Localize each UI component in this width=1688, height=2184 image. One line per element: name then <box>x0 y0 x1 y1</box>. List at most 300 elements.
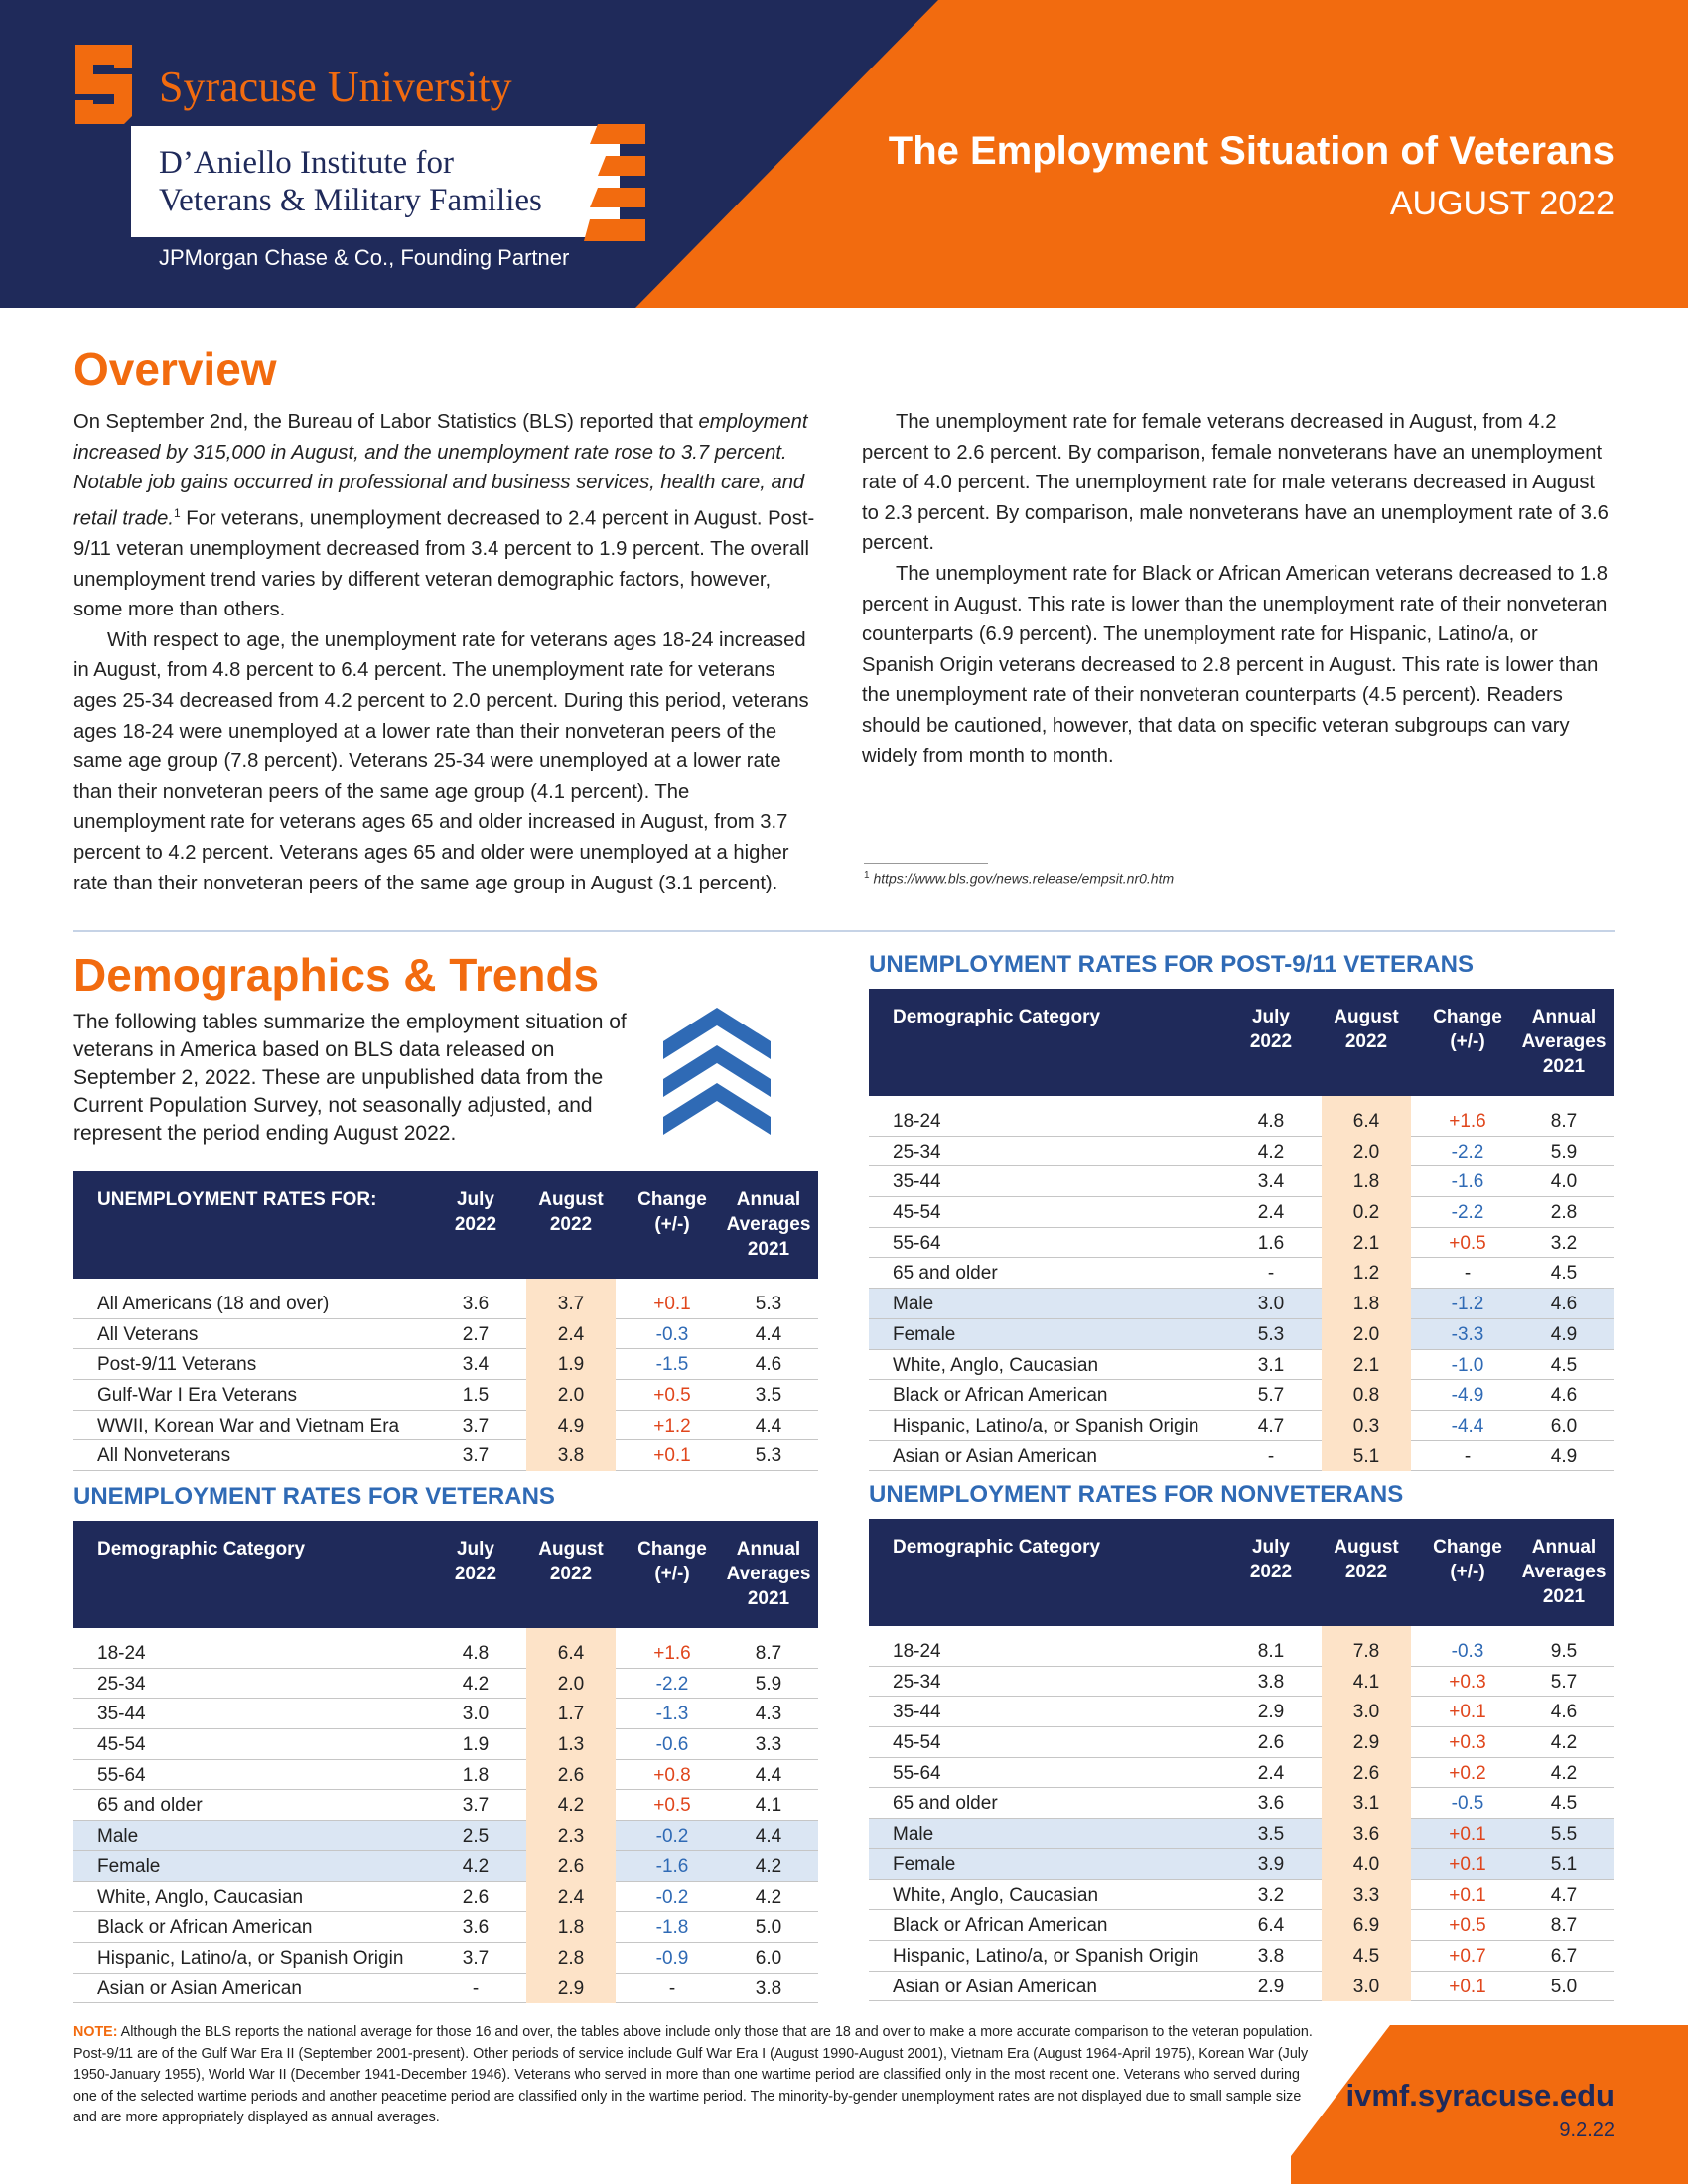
cell-july: 3.8 <box>1257 1671 1285 1693</box>
institute-name-line-1: D’Aniello Institute for <box>159 145 454 181</box>
column-header-july-line: July <box>456 1189 495 1210</box>
cell-aug: 6.4 <box>1322 1106 1411 1137</box>
cell-category: 25-34 <box>97 1673 146 1695</box>
column-header-annual-line: Averages <box>726 1214 811 1235</box>
cell-annual: 4.6 <box>755 1354 782 1376</box>
table-row <box>869 1106 1614 1137</box>
table-row <box>869 1667 1614 1698</box>
cell-july: 3.6 <box>1257 1793 1285 1815</box>
cell-annual: 5.9 <box>755 1673 782 1695</box>
cell-july: 3.0 <box>462 1704 490 1725</box>
cell-category: Female <box>97 1855 161 1877</box>
overview-right-column <box>862 407 1615 771</box>
cell-category: 55-64 <box>893 1232 941 1254</box>
cell-july: 3.7 <box>462 1947 490 1969</box>
column-header-category: Demographic Category <box>893 1537 1101 1558</box>
cell-chg: -1.8 <box>655 1917 689 1939</box>
column-header-annual-line: 2021 <box>747 1239 790 1260</box>
cell-aug: 2.0 <box>1322 1137 1411 1167</box>
table-row <box>73 1729 818 1760</box>
overview-paragraph: The unemployment rate for female veterans decreased in August, from 4.2 percent to 2.6 percent. By comparison, female nonveterans have an unemployment rate of 4.0 percent. The unemployment rate for male veterans decreased in August to 2.3 percent. By comparison, male nonveterans have an unemployment rate of 3.6 percent. <box>862 411 1609 555</box>
cell-july: 4.7 <box>1257 1415 1285 1436</box>
overview-paragraph: On September 2nd, the Bureau of Labor Statistics (BLS) reported that employment increased by 315,000 in August, and the unemployment rate rose to 3.7 percent. Notable job gains occurred in professional and business services, health care, and retail trade.$^1$ For veterans, unemployment decreased to 2.4 percent in August. Post-9/11 veteran unemployment decreased from 3.4 percent to 1.9 percent. The overall unemployment trend varies by different veteran demographic factors, however, some more than others. <box>73 411 815 621</box>
footnote-link[interactable]: https://www.bls.gov/news.release/empsit.nr0.htm <box>873 870 1175 887</box>
cell-aug: 3.1 <box>1322 1788 1411 1819</box>
column-header-change-line: (+/-) <box>1450 1562 1485 1582</box>
cell-category: White, Anglo, Caucasian <box>893 1354 1099 1376</box>
institute-name-line-2: Veterans & Military Families <box>159 183 542 218</box>
table-row <box>73 1319 818 1350</box>
table-row <box>73 1912 818 1943</box>
veterans-table-title: UNEMPLOYMENT RATES FOR VETERANS <box>73 1483 555 1510</box>
cell-july: 4.2 <box>462 1673 490 1695</box>
column-header-annual-line: Annual <box>736 1539 801 1560</box>
cell-annual: 4.4 <box>755 1764 782 1786</box>
cell-annual: 5.5 <box>1550 1824 1578 1845</box>
cell-category: 18-24 <box>893 1111 941 1132</box>
cell-chg: -1.6 <box>655 1855 689 1877</box>
cell-category: Hispanic, Latino/a, or Spanish Origin <box>97 1947 404 1969</box>
cell-aug: 2.6 <box>1322 1758 1411 1789</box>
cell-july: 3.6 <box>462 1917 490 1939</box>
cell-annual: 4.2 <box>755 1886 782 1908</box>
column-header-july <box>1216 1535 1326 1584</box>
column-header-change-line: (+/-) <box>654 1214 690 1235</box>
column-header-july-line: 2022 <box>1249 1562 1293 1582</box>
cell-category: 65 and older <box>893 1793 998 1815</box>
cell-chg: +0.1 <box>1449 1824 1486 1845</box>
column-header-july-line: July <box>456 1539 495 1560</box>
cell-chg: -4.4 <box>1451 1415 1484 1436</box>
column-header-annual-line: Averages <box>1521 1031 1607 1052</box>
column-header-change-line: Change <box>637 1539 707 1560</box>
cell-chg: +0.3 <box>1449 1671 1486 1693</box>
cell-chg: -1.2 <box>1451 1294 1484 1315</box>
column-header-change-line: Change <box>1433 1007 1502 1027</box>
cell-july: 1.8 <box>462 1764 490 1786</box>
cell-category: 18-24 <box>97 1643 146 1664</box>
column-header-category: Demographic Category <box>97 1539 306 1560</box>
table-row <box>73 1790 818 1821</box>
cell-annual: 8.7 <box>1550 1915 1578 1937</box>
overview-heading: Overview <box>73 343 277 395</box>
column-header-annual-line: Annual <box>1531 1537 1597 1558</box>
column-header-change <box>1418 1535 1517 1584</box>
cell-july: 3.4 <box>1257 1171 1285 1193</box>
table-row <box>73 1943 818 1974</box>
cell-aug: 4.5 <box>1322 1941 1411 1972</box>
cell-july: 3.0 <box>1257 1294 1285 1315</box>
cell-july: 2.9 <box>1257 1976 1285 1997</box>
cell-aug: 4.0 <box>1322 1849 1411 1880</box>
block-s-logo-icon <box>71 45 136 124</box>
document-title: The Employment Situation of Veterans <box>888 129 1615 173</box>
cell-annual: 4.3 <box>755 1704 782 1725</box>
chevron-up-icon <box>663 1008 771 1137</box>
cell-chg: +0.5 <box>653 1795 691 1817</box>
column-header-august <box>526 1187 616 1237</box>
nonveterans-table-title: UNEMPLOYMENT RATES FOR NONVETERANS <box>869 1481 1404 1508</box>
cell-chg: -2.2 <box>655 1673 689 1695</box>
cell-chg: -3.3 <box>1451 1323 1484 1345</box>
cell-category: Male <box>893 1294 934 1315</box>
column-header-august-line: 2022 <box>549 1564 593 1584</box>
cell-annual: 8.7 <box>1550 1111 1578 1132</box>
table-row <box>73 1349 818 1380</box>
cell-category: Gulf-War I Era Veterans <box>97 1385 297 1407</box>
cell-annual: 4.4 <box>755 1415 782 1436</box>
cell-category: 18-24 <box>893 1641 941 1662</box>
table-row <box>869 1819 1614 1849</box>
cell-july: 3.7 <box>462 1445 490 1467</box>
cell-july: 3.7 <box>462 1795 490 1817</box>
table-header <box>869 989 1614 1096</box>
cell-chg: -1.0 <box>1451 1354 1484 1376</box>
cell-chg: -2.2 <box>1451 1141 1484 1162</box>
column-header-annual-line: Averages <box>726 1564 811 1584</box>
cell-category: 65 and older <box>97 1795 203 1817</box>
cell-category: Hispanic, Latino/a, or Spanish Origin <box>893 1415 1199 1436</box>
cell-july: 4.2 <box>462 1855 490 1877</box>
column-header-august <box>1322 1535 1411 1584</box>
column-header-annual <box>719 1537 818 1611</box>
cell-chg: +0.1 <box>653 1445 691 1467</box>
cell-chg: +0.1 <box>653 1294 691 1314</box>
cell-annual: 5.9 <box>1550 1141 1578 1162</box>
cell-aug: 1.8 <box>1322 1166 1411 1197</box>
column-header-annual-line: 2021 <box>1542 1586 1586 1607</box>
table-row <box>869 1380 1614 1411</box>
cell-chg: -0.3 <box>1451 1641 1484 1662</box>
cell-aug: 0.3 <box>1322 1411 1411 1441</box>
cell-july: 3.2 <box>1257 1884 1285 1906</box>
column-header-august <box>526 1537 616 1586</box>
cell-category: Female <box>893 1323 956 1345</box>
table-nonveterans <box>869 1519 1614 2001</box>
founding-partner-text: JPMorgan Chase & Co., Founding Partner <box>159 245 570 270</box>
cell-aug: 2.4 <box>526 1319 616 1350</box>
header-banner <box>0 0 1688 308</box>
cell-chg: -1.3 <box>655 1704 689 1725</box>
cell-chg: -1.6 <box>1451 1171 1484 1193</box>
cell-annual: 5.3 <box>755 1294 782 1314</box>
cell-july: 5.3 <box>1257 1323 1285 1345</box>
cell-aug: 6.9 <box>1322 1910 1411 1941</box>
cell-annual: 5.1 <box>1550 1853 1578 1875</box>
cell-july: 1.5 <box>462 1385 490 1407</box>
table-row <box>869 1880 1614 1911</box>
table-row <box>869 1166 1614 1197</box>
cell-aug: 6.4 <box>526 1638 616 1669</box>
cell-july: 3.4 <box>462 1354 490 1376</box>
cell-july: 3.7 <box>462 1415 490 1436</box>
cell-july: 6.4 <box>1257 1915 1285 1937</box>
overview-paragraph: With respect to age, the unemployment rate for veterans ages 18-24 increased in August, from 4.8 percent to 6.4 percent. The unemployment rate for veterans ages 25-34 decreased from 4.2 percent to 2.0 percent. During this period, veterans ages 18-24 were unemployed at a lower rate than their nonveteran peers of the same age group (7.8 percent). Veterans 25-34 were unemployed at a lower rate than their nonveteran peers of the same age group (4.1 percent). The unemployment rate for veterans ages 65 and older increased in August, from 3.7 percent to 4.2 percent. Veterans ages 65 and older were unemployed at a higher rate than their nonveteran peers of the same age group in August (3.1 percent). <box>73 628 809 894</box>
cell-category: 45-54 <box>97 1734 146 1756</box>
cell-category: 35-44 <box>97 1704 146 1725</box>
cell-aug: 2.0 <box>526 1380 616 1411</box>
cell-july: 4.8 <box>462 1643 490 1664</box>
footnote-rule <box>864 863 988 864</box>
cell-category: 35-44 <box>893 1702 941 1723</box>
cell-chg: -0.3 <box>655 1323 689 1345</box>
column-header-july <box>421 1187 530 1237</box>
column-header-august-line: August <box>1334 1537 1399 1558</box>
cell-aug: 3.0 <box>1322 1697 1411 1727</box>
cell-july: 3.9 <box>1257 1853 1285 1875</box>
cell-category: All Nonveterans <box>97 1445 231 1467</box>
cell-annual: 2.8 <box>1550 1202 1578 1224</box>
table-row <box>73 1638 818 1669</box>
table-row <box>869 1319 1614 1350</box>
cell-july: 2.9 <box>1257 1702 1285 1723</box>
table-row <box>869 1758 1614 1789</box>
table-row <box>73 1882 818 1913</box>
table-row <box>869 1972 1614 2002</box>
table-row <box>73 1974 818 2004</box>
cell-chg: -0.9 <box>655 1947 689 1969</box>
column-header-category: UNEMPLOYMENT RATES FOR: <box>97 1189 377 1210</box>
university-name: Syracuse University <box>159 63 512 111</box>
cell-category: Black or African American <box>97 1917 313 1939</box>
column-header-change-line: Change <box>637 1189 707 1210</box>
cell-category: Asian or Asian American <box>893 1976 1097 1997</box>
table-body <box>869 1626 1614 2001</box>
cell-july: 5.7 <box>1257 1385 1285 1407</box>
column-header-annual-line: 2021 <box>1542 1056 1586 1077</box>
cell-category: Hispanic, Latino/a, or Spanish Origin <box>893 1945 1199 1967</box>
cell-chg: - <box>1464 1263 1472 1285</box>
footnote-note: NOTE: Although the BLS reports the national average for those 16 and over, the tables above include only those that are 18 and over to make a more accurate comparison to the veteran population. Post-9/11 are of the Gulf War Era II (September 2001-present). Other periods of service include Gulf War Era I (August 1990-August 2001), Vietnam Era (August 1964-April 1975), Korean War (July 1950-January 1955), World War II (December 1941-December 1946). Veterans who served in more than one wartime period are classified only in the most recent one. Veterans who served during one of the selected wartime periods and another peacetime period are classified only in the wartime period. The minority-by-gender unemployment rates are not displayed due to small sample size and are more appropriately displayed as annual averages. <box>73 2024 1313 2125</box>
cell-category: 45-54 <box>893 1732 941 1754</box>
cell-july: 8.1 <box>1257 1641 1285 1662</box>
post911-table-title: UNEMPLOYMENT RATES FOR POST-9/11 VETERANS <box>869 951 1474 978</box>
cell-category: Female <box>893 1853 956 1875</box>
cell-aug: 5.1 <box>1322 1441 1411 1472</box>
demographics-heading: Demographics & Trends <box>73 949 600 1001</box>
column-header-july <box>421 1537 530 1586</box>
cell-chg: +1.6 <box>1449 1111 1486 1132</box>
cell-aug: 2.0 <box>1322 1319 1411 1350</box>
table-row <box>73 1440 818 1471</box>
table-row <box>869 1411 1614 1441</box>
cell-aug: 1.7 <box>526 1699 616 1729</box>
cell-annual: 4.5 <box>1550 1263 1578 1285</box>
table-unemployment-rates-for <box>73 1171 818 1471</box>
cell-chg: +1.2 <box>653 1415 691 1436</box>
table-row <box>73 1289 818 1319</box>
cell-category: Post-9/11 Veterans <box>97 1354 257 1376</box>
cell-chg: +0.1 <box>1449 1702 1486 1723</box>
table-header <box>73 1521 818 1628</box>
table-row <box>73 1699 818 1729</box>
cell-july: 3.5 <box>1257 1824 1285 1845</box>
cell-annual: 4.7 <box>1550 1884 1578 1906</box>
document-date: AUGUST 2022 <box>1389 185 1615 222</box>
column-header-august-line: August <box>1334 1007 1399 1027</box>
cell-july: 3.1 <box>1257 1354 1285 1376</box>
column-header-july <box>1216 1005 1326 1054</box>
cell-category: 55-64 <box>893 1762 941 1784</box>
cell-category: 25-34 <box>893 1671 941 1693</box>
table-row <box>869 1910 1614 1941</box>
column-header-july-line: July <box>1251 1537 1291 1558</box>
table-header <box>869 1519 1614 1626</box>
cell-category: 65 and older <box>893 1263 998 1285</box>
cell-aug: 3.6 <box>1322 1819 1411 1849</box>
table-row <box>869 1697 1614 1727</box>
cell-category: White, Anglo, Caucasian <box>893 1884 1099 1906</box>
cell-annual: 3.5 <box>755 1385 782 1407</box>
table-row <box>869 1228 1614 1259</box>
cell-aug: 4.1 <box>1322 1667 1411 1698</box>
cell-category: Male <box>893 1824 934 1845</box>
column-header-august-line: August <box>538 1539 604 1560</box>
cell-category: Male <box>97 1826 139 1847</box>
cell-july: 3.8 <box>1257 1945 1285 1967</box>
cell-annual: 4.4 <box>755 1323 782 1345</box>
cell-annual: 5.0 <box>1550 1976 1578 1997</box>
cell-annual: 4.5 <box>1550 1793 1578 1815</box>
cell-category: Asian or Asian American <box>97 1978 302 1999</box>
cell-annual: 6.0 <box>755 1947 782 1969</box>
column-header-change-line: Change <box>1433 1537 1502 1558</box>
cell-chg: -0.5 <box>1451 1793 1484 1815</box>
table-row <box>73 1851 818 1882</box>
table-row <box>869 1941 1614 1972</box>
cell-july: 1.6 <box>1257 1232 1285 1254</box>
footer-date: 9.2.22 <box>1559 2119 1615 2141</box>
column-header-august-line: 2022 <box>1344 1562 1388 1582</box>
institute-name-box <box>131 126 620 237</box>
cell-annual: 6.0 <box>1550 1415 1578 1436</box>
cell-annual: 4.2 <box>1550 1762 1578 1784</box>
cell-aug: 2.3 <box>526 1821 616 1851</box>
column-header-category: Demographic Category <box>893 1007 1101 1027</box>
cell-aug: 0.8 <box>1322 1380 1411 1411</box>
column-header-change-line: (+/-) <box>1450 1031 1485 1052</box>
column-header-july-line: 2022 <box>1249 1031 1293 1052</box>
cell-july: 3.6 <box>462 1294 490 1314</box>
cell-aug: 4.9 <box>526 1411 616 1441</box>
column-header-change-line: (+/-) <box>654 1564 690 1584</box>
cell-chg: +0.1 <box>1449 1976 1486 1997</box>
cell-category: Black or African American <box>893 1385 1108 1407</box>
cell-annual: 3.3 <box>755 1734 782 1756</box>
column-header-annual-line: 2021 <box>747 1588 790 1609</box>
cell-july: - <box>472 1978 480 1999</box>
column-header-august <box>1322 1005 1411 1054</box>
column-header-august-line: 2022 <box>1344 1031 1388 1052</box>
cell-chg: +0.5 <box>653 1385 691 1407</box>
cell-aug: 2.1 <box>1322 1350 1411 1381</box>
table-row <box>869 1258 1614 1289</box>
cell-annual: 5.7 <box>1550 1671 1578 1693</box>
cell-aug: 2.1 <box>1322 1228 1411 1259</box>
cell-chg: +0.7 <box>1449 1945 1486 1967</box>
cell-annual: 4.6 <box>1550 1702 1578 1723</box>
cell-aug: 2.9 <box>1322 1727 1411 1758</box>
cell-category: Black or African American <box>893 1915 1108 1937</box>
cell-annual: 4.9 <box>1550 1445 1578 1467</box>
cell-annual: 5.0 <box>755 1917 782 1939</box>
cell-chg: +1.6 <box>653 1643 691 1664</box>
cell-annual: 4.2 <box>1550 1732 1578 1754</box>
cell-chg: +0.2 <box>1449 1762 1486 1784</box>
table-row <box>869 1441 1614 1472</box>
cell-july: 2.6 <box>1257 1732 1285 1754</box>
table-row <box>869 1137 1614 1167</box>
cell-july: - <box>1267 1263 1275 1285</box>
cell-aug: 4.2 <box>526 1790 616 1821</box>
table-post911-veterans <box>869 989 1614 1471</box>
cell-annual: 3.8 <box>755 1978 782 1999</box>
footnote: $^1$ https://www.bls.gov/news.release/empsit.nr0.htm <box>864 870 1175 887</box>
cell-annual: 4.9 <box>1550 1323 1578 1345</box>
cell-aug: 2.9 <box>526 1974 616 2004</box>
cell-category: White, Anglo, Caucasian <box>97 1886 304 1908</box>
table-body <box>73 1628 818 2003</box>
cell-annual: 5.3 <box>755 1445 782 1467</box>
cell-chg: +0.1 <box>1449 1853 1486 1875</box>
demographics-intro: The following tables summarize the employment situation of veterans in America based on BLS data released on September 2, 2022. These are unpublished data from the Current Population Survey, not seasonally adjusted, and represent the period ending August 2022. <box>73 1011 627 1145</box>
cell-annual: 4.0 <box>1550 1171 1578 1193</box>
cell-aug: 3.0 <box>1322 1972 1411 2002</box>
stripes-emblem-icon <box>584 124 645 241</box>
table-body <box>73 1279 818 1471</box>
column-header-july-line: 2022 <box>454 1214 497 1235</box>
cell-aug: 2.8 <box>526 1943 616 1974</box>
cell-annual: 9.5 <box>1550 1641 1578 1662</box>
cell-annual: 3.2 <box>1550 1232 1578 1254</box>
section-divider <box>73 930 1615 932</box>
cell-aug: 2.6 <box>526 1760 616 1791</box>
cell-july: 2.7 <box>462 1323 490 1345</box>
column-header-july-line: 2022 <box>454 1564 497 1584</box>
cell-category: All Americans (18 and over) <box>97 1294 330 1314</box>
cell-category: WWII, Korean War and Vietnam Era <box>97 1415 400 1436</box>
cell-july: 4.2 <box>1257 1141 1285 1162</box>
cell-annual: 4.5 <box>1550 1354 1578 1376</box>
cell-aug: 1.8 <box>1322 1289 1411 1319</box>
cell-annual: 4.4 <box>755 1826 782 1847</box>
cell-aug: 3.7 <box>526 1289 616 1319</box>
cell-aug: 2.0 <box>526 1669 616 1700</box>
cell-annual: 4.6 <box>1550 1294 1578 1315</box>
cell-category: 35-44 <box>893 1171 941 1193</box>
column-header-annual <box>1514 1535 1614 1609</box>
column-header-change <box>623 1537 722 1586</box>
cell-aug: 1.8 <box>526 1912 616 1943</box>
column-header-annual <box>1514 1005 1614 1079</box>
cell-aug: 1.9 <box>526 1349 616 1380</box>
cell-aug: 1.2 <box>1322 1258 1411 1289</box>
cell-july: 1.9 <box>462 1734 490 1756</box>
cell-chg: -0.2 <box>655 1886 689 1908</box>
table-row <box>869 1727 1614 1758</box>
table-veterans <box>73 1521 818 2003</box>
cell-july: 2.6 <box>462 1886 490 1908</box>
cell-chg: -0.2 <box>655 1826 689 1847</box>
column-header-change <box>1418 1005 1517 1054</box>
column-header-annual-line: Averages <box>1521 1562 1607 1582</box>
table-row <box>73 1411 818 1441</box>
footer-website-link[interactable]: ivmf.syracuse.edu <box>1345 2078 1615 2113</box>
cell-aug: 3.3 <box>1322 1880 1411 1911</box>
cell-aug: 3.8 <box>526 1440 616 1471</box>
table-row <box>73 1669 818 1700</box>
column-header-august-line: 2022 <box>549 1214 593 1235</box>
